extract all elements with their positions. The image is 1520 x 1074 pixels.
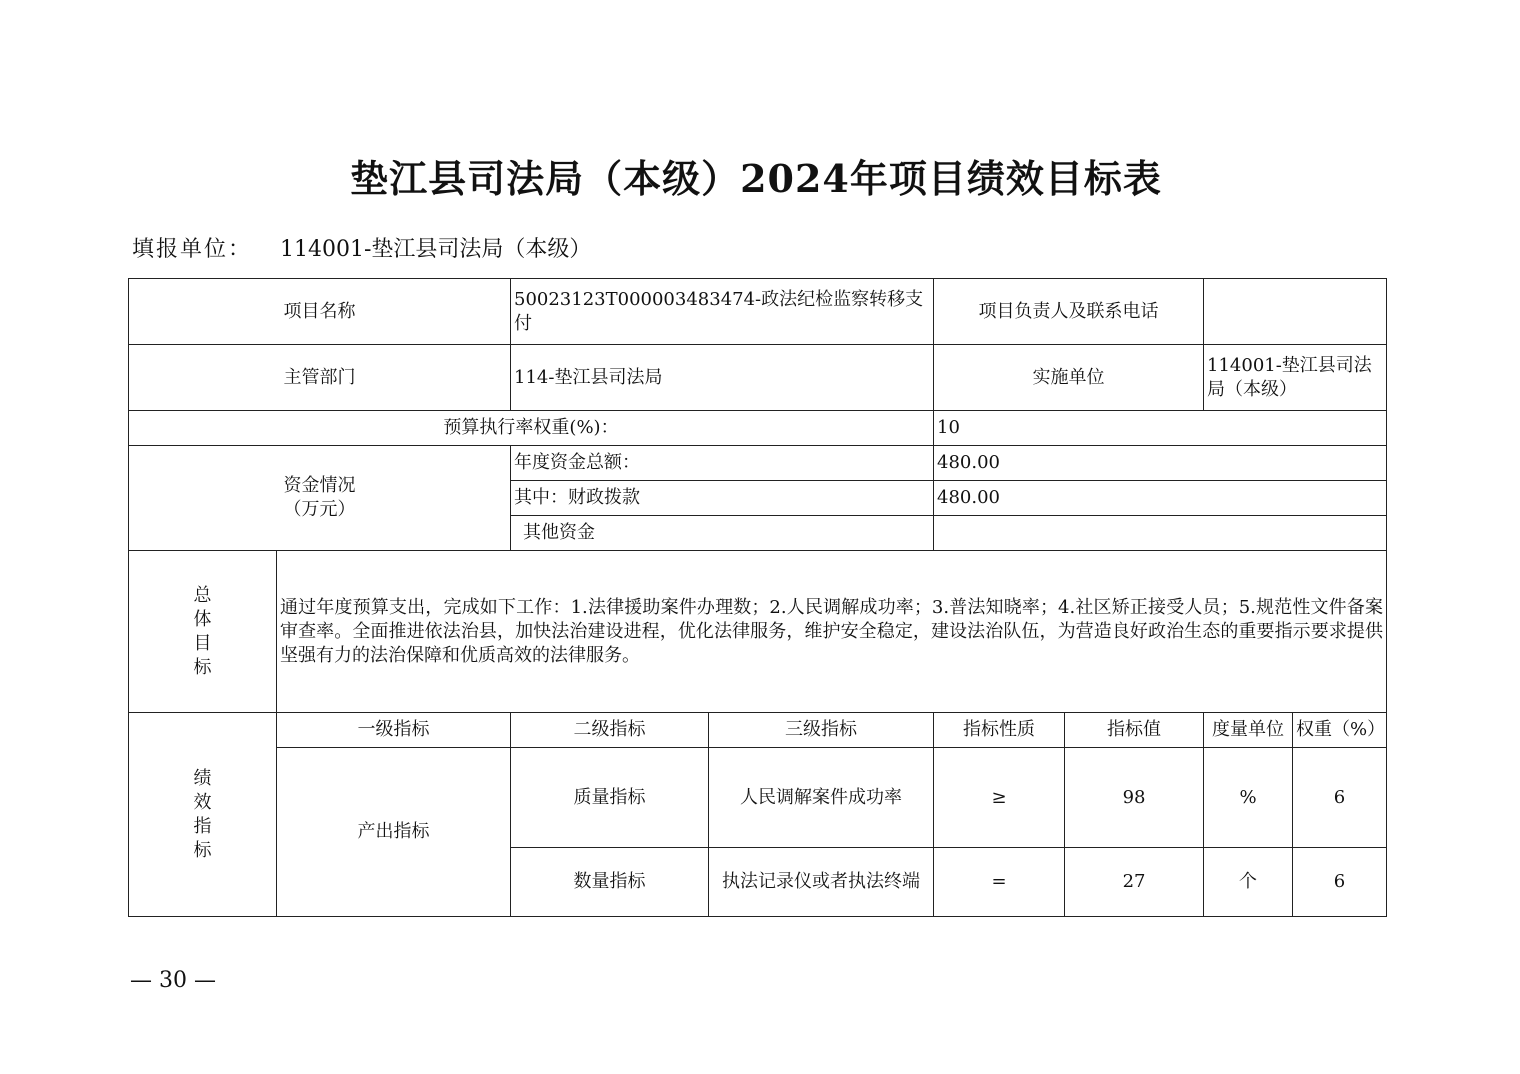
indicator-level3: 人民调解案件成功率 bbox=[709, 748, 934, 848]
overall-goal-label-char: 总 bbox=[193, 584, 212, 606]
header-level3: 三级指标 bbox=[709, 713, 934, 748]
header-unit: 度量单位 bbox=[1204, 713, 1293, 748]
project-name-value: 50023123T000003483474-政法纪检监察转移支付 bbox=[511, 279, 934, 345]
project-contact-value bbox=[1204, 279, 1387, 345]
indicator-level2: 质量指标 bbox=[511, 748, 709, 848]
page-number: — 30 — bbox=[130, 968, 216, 993]
indicators-label bbox=[129, 713, 277, 917]
implementing-unit-label: 实施单位 bbox=[934, 345, 1204, 411]
project-contact-label: 项目负责人及联系电话 bbox=[934, 279, 1204, 345]
department-value: 114-垫江县司法局 bbox=[511, 345, 934, 411]
page-title: 垫江县司法局（本级）2024年项目绩效目标表 bbox=[350, 156, 1162, 201]
budget-weight-label: 预算执行率权重(%)： bbox=[129, 411, 934, 446]
funds-label-line2: （万元） bbox=[283, 499, 356, 520]
reporting-unit bbox=[132, 232, 591, 263]
overall-goal-row bbox=[129, 551, 1387, 713]
department-row bbox=[129, 345, 1387, 411]
overall-goal-label-char: 目 bbox=[193, 632, 212, 654]
indicator-level2: 数量指标 bbox=[511, 848, 709, 917]
project-name-label: 项目名称 bbox=[129, 279, 511, 345]
header-weight: 权重（%） bbox=[1293, 713, 1387, 748]
header-nature: 指标性质 bbox=[934, 713, 1065, 748]
indicator-value: 98 bbox=[1065, 748, 1204, 848]
indicator-level1: 产出指标 bbox=[277, 748, 511, 917]
funds-total-value: 480.00 bbox=[934, 446, 1387, 481]
overall-goal-label-char: 标 bbox=[193, 656, 212, 678]
header-level2: 二级指标 bbox=[511, 713, 709, 748]
indicator-unit: 个 bbox=[1204, 848, 1293, 917]
overall-goal-label-char: 体 bbox=[193, 608, 212, 630]
indicator-weight: 6 bbox=[1293, 748, 1387, 848]
indicator-value: 27 bbox=[1065, 848, 1204, 917]
indicator-unit: % bbox=[1204, 748, 1293, 848]
indicators-label-char: 绩 bbox=[193, 767, 212, 789]
header-level1: 一级指标 bbox=[277, 713, 511, 748]
overall-goal-text: 通过年度预算支出，完成如下工作：1.法律援助案件办理数；2.人民调解成功率；3.普法知晓率；4.社区矫正接受人员；5.规范性文件备案审查率。全面推进依法治县，加快法治建设进程，优化法律服务，维护安全稳定，建设法治队伍，为营造良好政治生态的重要指示要求提供坚强有力的法治保障和优质高效的法律服务。 bbox=[277, 551, 1387, 713]
header-value: 指标值 bbox=[1065, 713, 1204, 748]
implementing-unit-value: 114001-垫江县司法局（本级） bbox=[1204, 345, 1387, 411]
project-name-row bbox=[129, 279, 1387, 345]
indicator-nature: = bbox=[934, 848, 1065, 917]
budget-weight-value: 10 bbox=[934, 411, 1387, 446]
budget-weight-row bbox=[129, 411, 1387, 446]
indicators-label-char: 指 bbox=[193, 815, 212, 837]
funds-total-label: 年度资金总额： bbox=[511, 446, 934, 481]
performance-target-table bbox=[128, 278, 1387, 917]
reporting-unit-value: 114001-垫江县司法局（本级） bbox=[280, 237, 592, 262]
department-label: 主管部门 bbox=[129, 345, 511, 411]
funds-row bbox=[129, 446, 1387, 481]
indicator-header-row bbox=[129, 713, 1387, 748]
indicator-nature: ≥ bbox=[934, 748, 1065, 848]
reporting-unit-label: 填报单位： bbox=[132, 237, 253, 262]
indicator-row bbox=[129, 748, 1387, 848]
funds-label-line1: 资金情况 bbox=[283, 475, 356, 496]
indicators-label-char: 标 bbox=[193, 839, 212, 861]
indicator-level3: 执法记录仪或者执法终端 bbox=[709, 848, 934, 917]
funds-label bbox=[129, 446, 511, 551]
funds-other-value bbox=[934, 516, 1387, 551]
funds-other-label: 其他资金 bbox=[511, 516, 934, 551]
funds-fiscal-label: 其中：财政拨款 bbox=[511, 481, 934, 516]
indicators-label-char: 效 bbox=[193, 791, 212, 813]
indicator-weight: 6 bbox=[1293, 848, 1387, 917]
funds-fiscal-value: 480.00 bbox=[934, 481, 1387, 516]
overall-goal-label bbox=[129, 551, 277, 713]
